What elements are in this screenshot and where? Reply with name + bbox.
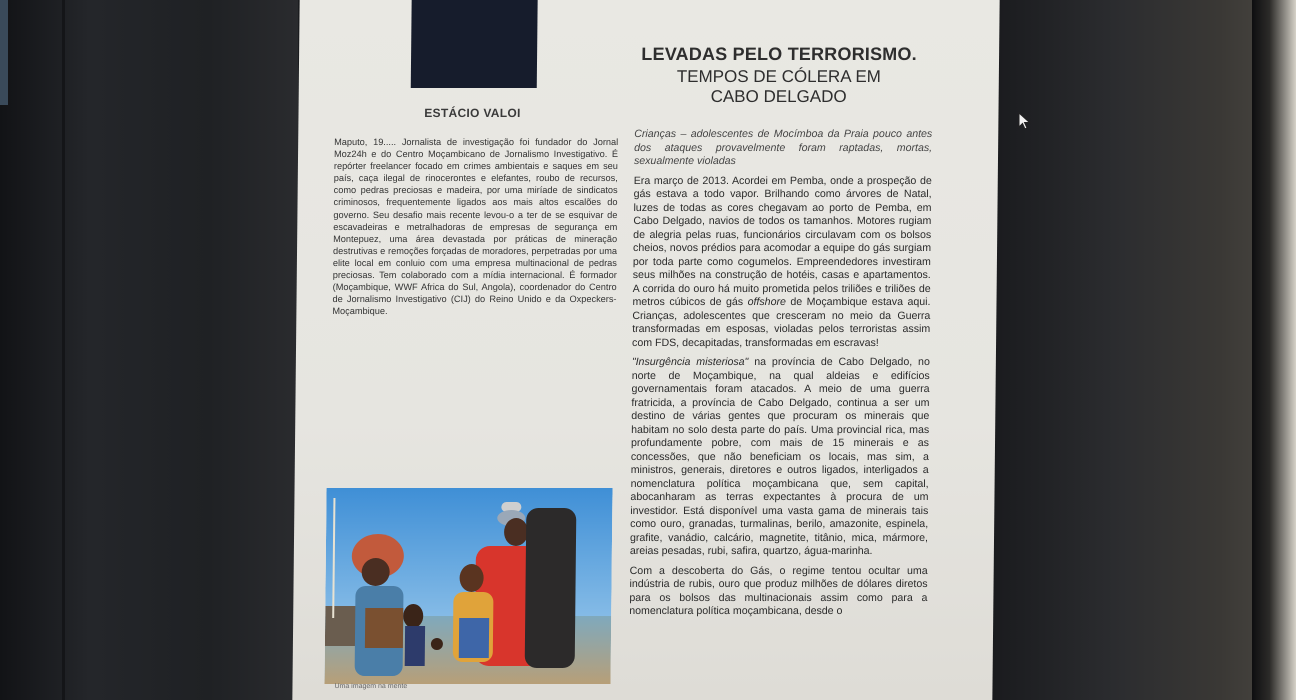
- monitor-divider: [62, 0, 65, 700]
- article-photo: [325, 488, 613, 684]
- title-line-1: LEVADAS PELO TERRORISMO.: [641, 44, 917, 64]
- mouse-cursor-icon: [1018, 112, 1032, 130]
- paragraph-3: Com a descoberta do Gás, o regime tentou ocultar uma indústria de rubis, ouro que produz milhões de dólares diretos para os bolsos das multinacionais assim como para a nomenclatura política moçambicana, desde o: [629, 564, 928, 617]
- monitor-frame: [1252, 0, 1296, 700]
- article-title: [629, 44, 930, 107]
- author-bio: Maputo, 19..... Jornalista de investigação foi fundador do Jornal Moz24h e do Centro Moçambicano de Jornalismo Investigativo. É repórter freelancer focado em crimes ambientais e saques em seu país, caça ilegal de rinocerontes e elefantes, roubo de recursos, como pedras preciosas e madeira, por uma miríade de sindicatos criminosos, frequentemente ligados aos mais altos escalões do governo. Seu desafio mais recente levou-o a ter de se esquivar de escavadeiras e metralhadoras de empresas de segurança em Montepuez, uma área devastada por práticas de mineração destrutivas e remoções forçadas de moradores, perpetradas por uma elite local em conluio com uma empresa multinacional de pedras preciosas. Tem colaborado com a mídia internacional. É formador (Moçambique, WWF Africa do Sul, Angola), coordenador do Centro de Jornalismo Investigativo (CIJ) do Reino Unido e da Oxpeckers-Moçambique.: [332, 137, 619, 317]
- article-body: [629, 128, 932, 625]
- paragraph-2: "Insurgência misteriosa" na província de Cabo Delgado, no norte de Moçambique, na qual aldeias e edifícios governamentais foram atacados. A meio de uma guerra fratricida, a província de Cabo Delgado, continua a ser um destino de várias gentes que procuram os minerais que habitam no solo desta parte do país. Uma provincial rica, mas profundamente pobre, com mais de 15 minerais e as concessões, que não beneficiam os locais, mas sim, a ministros, generais, diretores e outros ligados, interligados a nomenclatura política moçambicana que, sem capital, abocanharam as terras expectantes à procura de um investidor. Está disponível uma vasta gama de minerais tais como ouro, granadas, turmalinas, berilo, amazonite, espinela, grafite, vanádio, calcário, magnetite, titânio, mica, mármore, areias pesadas, rubi, safira, quartzo, água-marinha.: [629, 356, 930, 557]
- document-page: [292, 0, 999, 700]
- author-name: ESTÁCIO VALOI: [424, 106, 521, 120]
- photo-caption: Uma imagem na mente: [334, 683, 408, 690]
- title-line-3: CABO DELGADO: [710, 87, 847, 106]
- monitor-background-right: [992, 0, 1296, 700]
- window-edge: [0, 0, 8, 105]
- paragraph-1: Era março de 2013. Acordei em Pemba, onde a prospeção de gás estava a todo vapor. Brilhando como árvores de Natal, luzes de todas as cores chegavam ao porto de Pemba, em Cabo Delgado, navios de todos os tamanhos. Motores rugiam de alegria pelas ruas, funcionários circulavam com os bolsos cheios, novos prédios para acomodar a equipe do gás surgiam por toda parte como cogumelos. Empreendedores investiram seus milhões na construção de hotéis, casas e apartamentos. A corrida do ouro há muito prometida pelos triliões e triliões de metros cúbicos de gás offshore de Moçambique estava aqui. Crianças, adolescentes que cresceram no meio da Guerra transformadas em esposas, violadas pelos terroristas assim com FDS, decapitadas, transformadas em escravas!: [632, 174, 932, 349]
- monitor-background-left: [0, 0, 298, 700]
- article-subtitle: Crianças – adolescentes de Mocímboa da Praia pouco antes dos ataques provavelmente foram raptadas, mortas, sexualmente violadas: [633, 128, 933, 167]
- title-line-2: TEMPOS DE CÓLERA EM: [676, 67, 881, 86]
- author-photo: [411, 0, 538, 88]
